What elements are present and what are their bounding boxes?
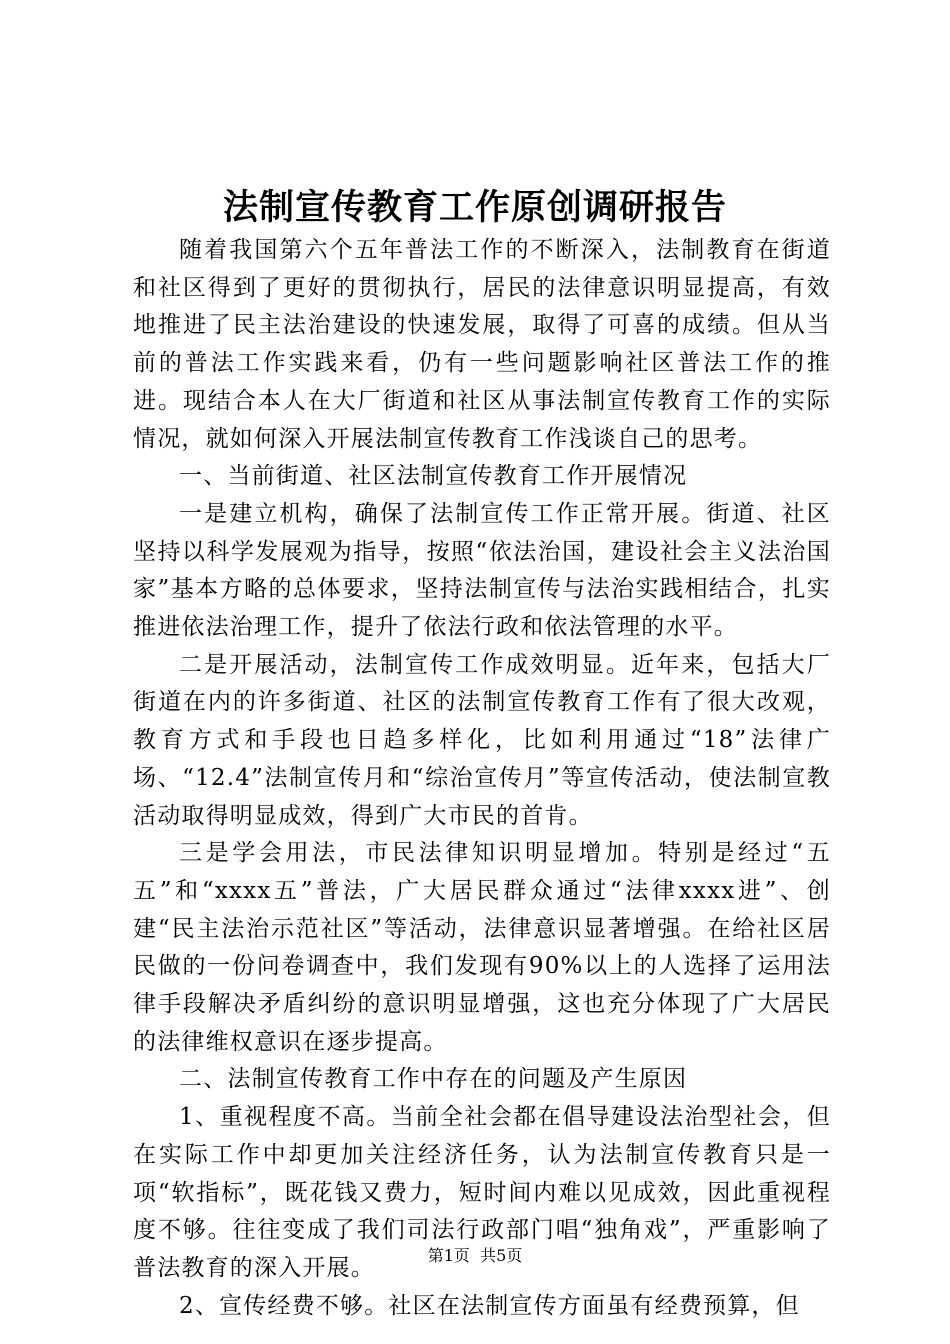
document-body (133, 232, 831, 1325)
paragraph-problem-2: 2、宣传经费不够。社区在法制宣传方面虽有经费预算，但 (179, 1292, 800, 1319)
paragraph-point-3: 三是学会用法，市民法律知识明显增加。特别是经过“五五”和“xxxx五”普法，广大居民群众通过“法律xxxx进”、创建“民主法治示范社区”等活动，法律意识显著增强。在给社区居民做的一份问卷调查中，我们发现有90%以上的人选择了运用法律手段解决矛盾纠纷的意识明显增强，这也充分体现了广大居民的法律维权意识在逐步提高。 (133, 840, 831, 1055)
section-heading-1: 一、当前街道、社区法制宣传教育工作开展情况 (179, 463, 688, 490)
section-heading-2: 二、法制宣传教育工作中存在的问题及产生原因 (179, 1066, 688, 1093)
document-title: 法制宣传教育工作原创调研报告 (222, 187, 727, 228)
paragraph-intro: 随着我国第六个五年普法工作的不断深入，法制教育在街道和社区得到了更好的贯彻执行，居民的法律意识明显提高，有效地推进了民主法治建设的快速发展，取得了可喜的成绩。但从当前的普法工作实践来看，仍有一些问题影响社区普法工作的推进。现结合本人在大厂街道和社区从事法制宣传教育工作的实际情况，就如何深入开展法制宣传教育工作浅谈自己的思考。 (133, 237, 831, 452)
page-number: 第1页 (427, 1246, 470, 1265)
page-footer (0, 1244, 950, 1268)
paragraph-point-1: 一是建立机构，确保了法制宣传工作正常开展。街道、社区坚持以科学发展观为指导，按照“依法治国，建设社会主义法治国家”基本方略的总体要求，坚持法制宣传与法治实践相结合，扎实推进依法治理工作，提升了依法行政和依法管理的水平。 (133, 500, 831, 641)
paragraph-point-2: 二是开展活动，法制宣传工作成效明显。近年来，包括大厂街道在内的许多街道、社区的法制宣传教育工作有了很大改观，教育方式和手段也日趋多样化，比如利用通过“18”法律广场、“12.4”法制宣传月和“综治宣传月”等宣传活动，使法制宣教活动取得明显成效，得到广大市民的首肯。 (133, 651, 831, 829)
page-total: 共5页 (480, 1246, 523, 1265)
paragraph-problem-1: 1、重视程度不高。当前全社会都在倡导建设法治型社会，但在实际工作中却更加关注经济任务，认为法制宣传教育只是一项“软指标”，既花钱又费力，短时间内难以见成效，因此重视程度不够。往往变成了我们司法行政部门唱“独角戏”，严重影响了普法教育的深入开展。 (133, 1104, 831, 1281)
